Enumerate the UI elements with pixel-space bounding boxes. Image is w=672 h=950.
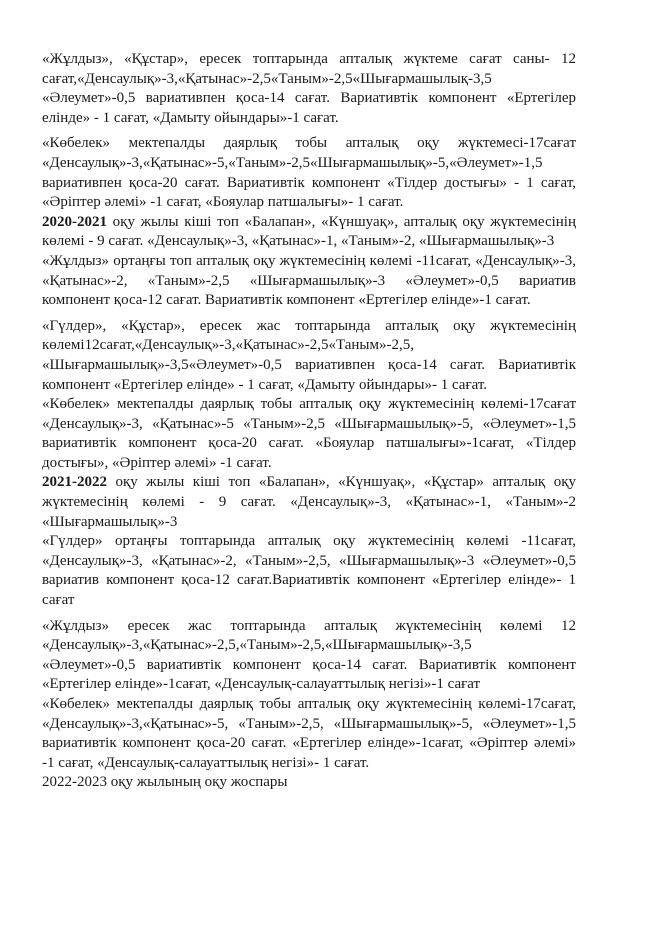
paragraph-text: оқу жылы кіші топ «Балапан», «Күншуақ», апталық оқу жүктемесінің көлемі - 9 сағат. «Денсаулық»-3, «Қатынас»-1, «Таным»-2, «Шығармашылық»-3 bbox=[42, 213, 576, 250]
paragraph-8 bbox=[42, 532, 576, 610]
paragraph-text: «Жұлдыз», «Құстар», ересек топтарында апталық жүктеме сағат саны- 12 сағат,«Денсаулық»-3,«Қатынас»-2,5«Таным»-2,5«Шығармашылық-3,5 «Әлеумет»-0,5 вариативпен қоса-14 сағат. Вариативтік компонент «Ертегілер елінде» - 1 сағат, «Дамыту ойындары»-1 сағат. bbox=[42, 51, 576, 126]
paragraph-text: «Көбелек» мектепалды даярлық тобы апталық оқу жүктемесінің көлемі-17сағат, «Денсаулық»-3,«Қатынас»-5, «Таным»-2,5, «Шығармашылық»-5, «Әлеумет»-1,5 вариативтік компонент қоса-20 сағат. «Ертегілер елінде»-1сағат, «Әріптер әлемі» -1 сағат, «Денсаулық-салауаттылық негізі»- 1 сағат. bbox=[42, 696, 576, 771]
paragraph-7 bbox=[42, 473, 576, 532]
paragraph-text: «Көбелек» мектепалды даярлық тобы апталық оқу жүктемесі-17сағат «Денсаулық»-3,«Қатынас»-5,«Таным»-2,5«Шығармашылық»-5,«Әлеумет»-1,5 вариативпен қоса-20 сағат. Вариативтік компонент «Тілдер достығы» - 1 сағат, «Әріптер әлемі» -1 сағат, «Бояулар патшалығы»- 1 сағат. bbox=[42, 135, 576, 211]
paragraph-9 bbox=[42, 617, 576, 656]
paragraph-text: «Әлеумет»-0,5 вариативтік компонент қоса-14 сағат. Вариативтік компонент «Ертегілер елінде»-1сағат, «Денсаулық-салауаттылық негізі»-1 сағат bbox=[42, 656, 576, 693]
paragraph-2 bbox=[42, 134, 576, 212]
paragraph-11 bbox=[42, 695, 576, 773]
academic-year-heading: 2021-2022 bbox=[42, 474, 107, 491]
paragraph-text: 2022-2023 оқу жылының оқу жоспары bbox=[42, 774, 288, 791]
paragraph-text: «Жұлдыз» ересек жас топтарында апталық жүктемесінің көлемі 12 «Денсаулық»-3,«Қатынас»-2,5,«Таным»-2,5,«Шығармашылық»-3,5 bbox=[42, 617, 576, 654]
paragraph-1 bbox=[42, 50, 576, 128]
academic-year-heading: 2020-2021 bbox=[42, 213, 107, 230]
paragraph-5 bbox=[42, 317, 576, 395]
paragraph-text: «Жұлдыз» ортаңғы топ апталық оқу жүктемесінің көлемі -11сағат, «Денсаулық»-3, «Қатынас»-2, «Таным»-2,5 «Шығармашылық»-3 «Әлеумет»-0,5 вариатив компонент қоса-12 сағат. Вариативтік компонент «Ертегілер елінде»-1 сағат. bbox=[42, 252, 576, 309]
paragraph-text: оқу жылы кіші топ «Балапан», «Күншуақ», «Құстар» апталық оқу жүктемесінің көлемі - 9 сағат. «Денсаулық»-3, «Қатынас»-1, «Таным»-2 «Шығармашылық»-3 bbox=[42, 474, 576, 530]
paragraph-12 bbox=[42, 773, 576, 793]
paragraph-text: «Гүлдер», «Құстар», ересек жас топтарында апталық оқу жүктемесінің көлемі12сағат,«Денсаулық»-3,«Қатынас»-2,5«Таным»-2,5, «Шығармашылық»-3,5«Әлеумет»-0,5 вариативпен қоса-14 сағат. Вариативтік компонент «Ертегілер елінде» - 1 сағат, «Дамыту ойындары»- 1 сағат. bbox=[42, 317, 576, 393]
paragraph-text: «Көбелек» мектепалды даярлық тобы апталық оқу жүктемесінің көлемі-17сағат «Денсаулық»-3, «Қатынас»-5 «Таным»-2,5 «Шығармашылық»-5, «Әлеумет»-1,5 вариативтік компонент қоса-20 сағат. «Бояулар патшалығы»-1сағат, «Тілдер достығы», «Әріптер әлемі» -1 сағат. bbox=[42, 396, 576, 471]
paragraph-4 bbox=[42, 252, 576, 311]
paragraph-text: «Гүлдер» ортаңғы топтарында апталық оқу жүктемесінің көлемі -11сағат, «Денсаулық»-3, «Қатынас»-2, «Таным»-2,5, «Шығармашылық»-3 «Әлеумет»-0,5 вариатив компонент қоса-12 сағат.Вариативтік компонент «Ертегілер елінде»- 1 сағат bbox=[42, 533, 576, 609]
paragraph-3 bbox=[42, 213, 576, 252]
paragraph-10 bbox=[42, 656, 576, 695]
paragraph-6 bbox=[42, 395, 576, 473]
